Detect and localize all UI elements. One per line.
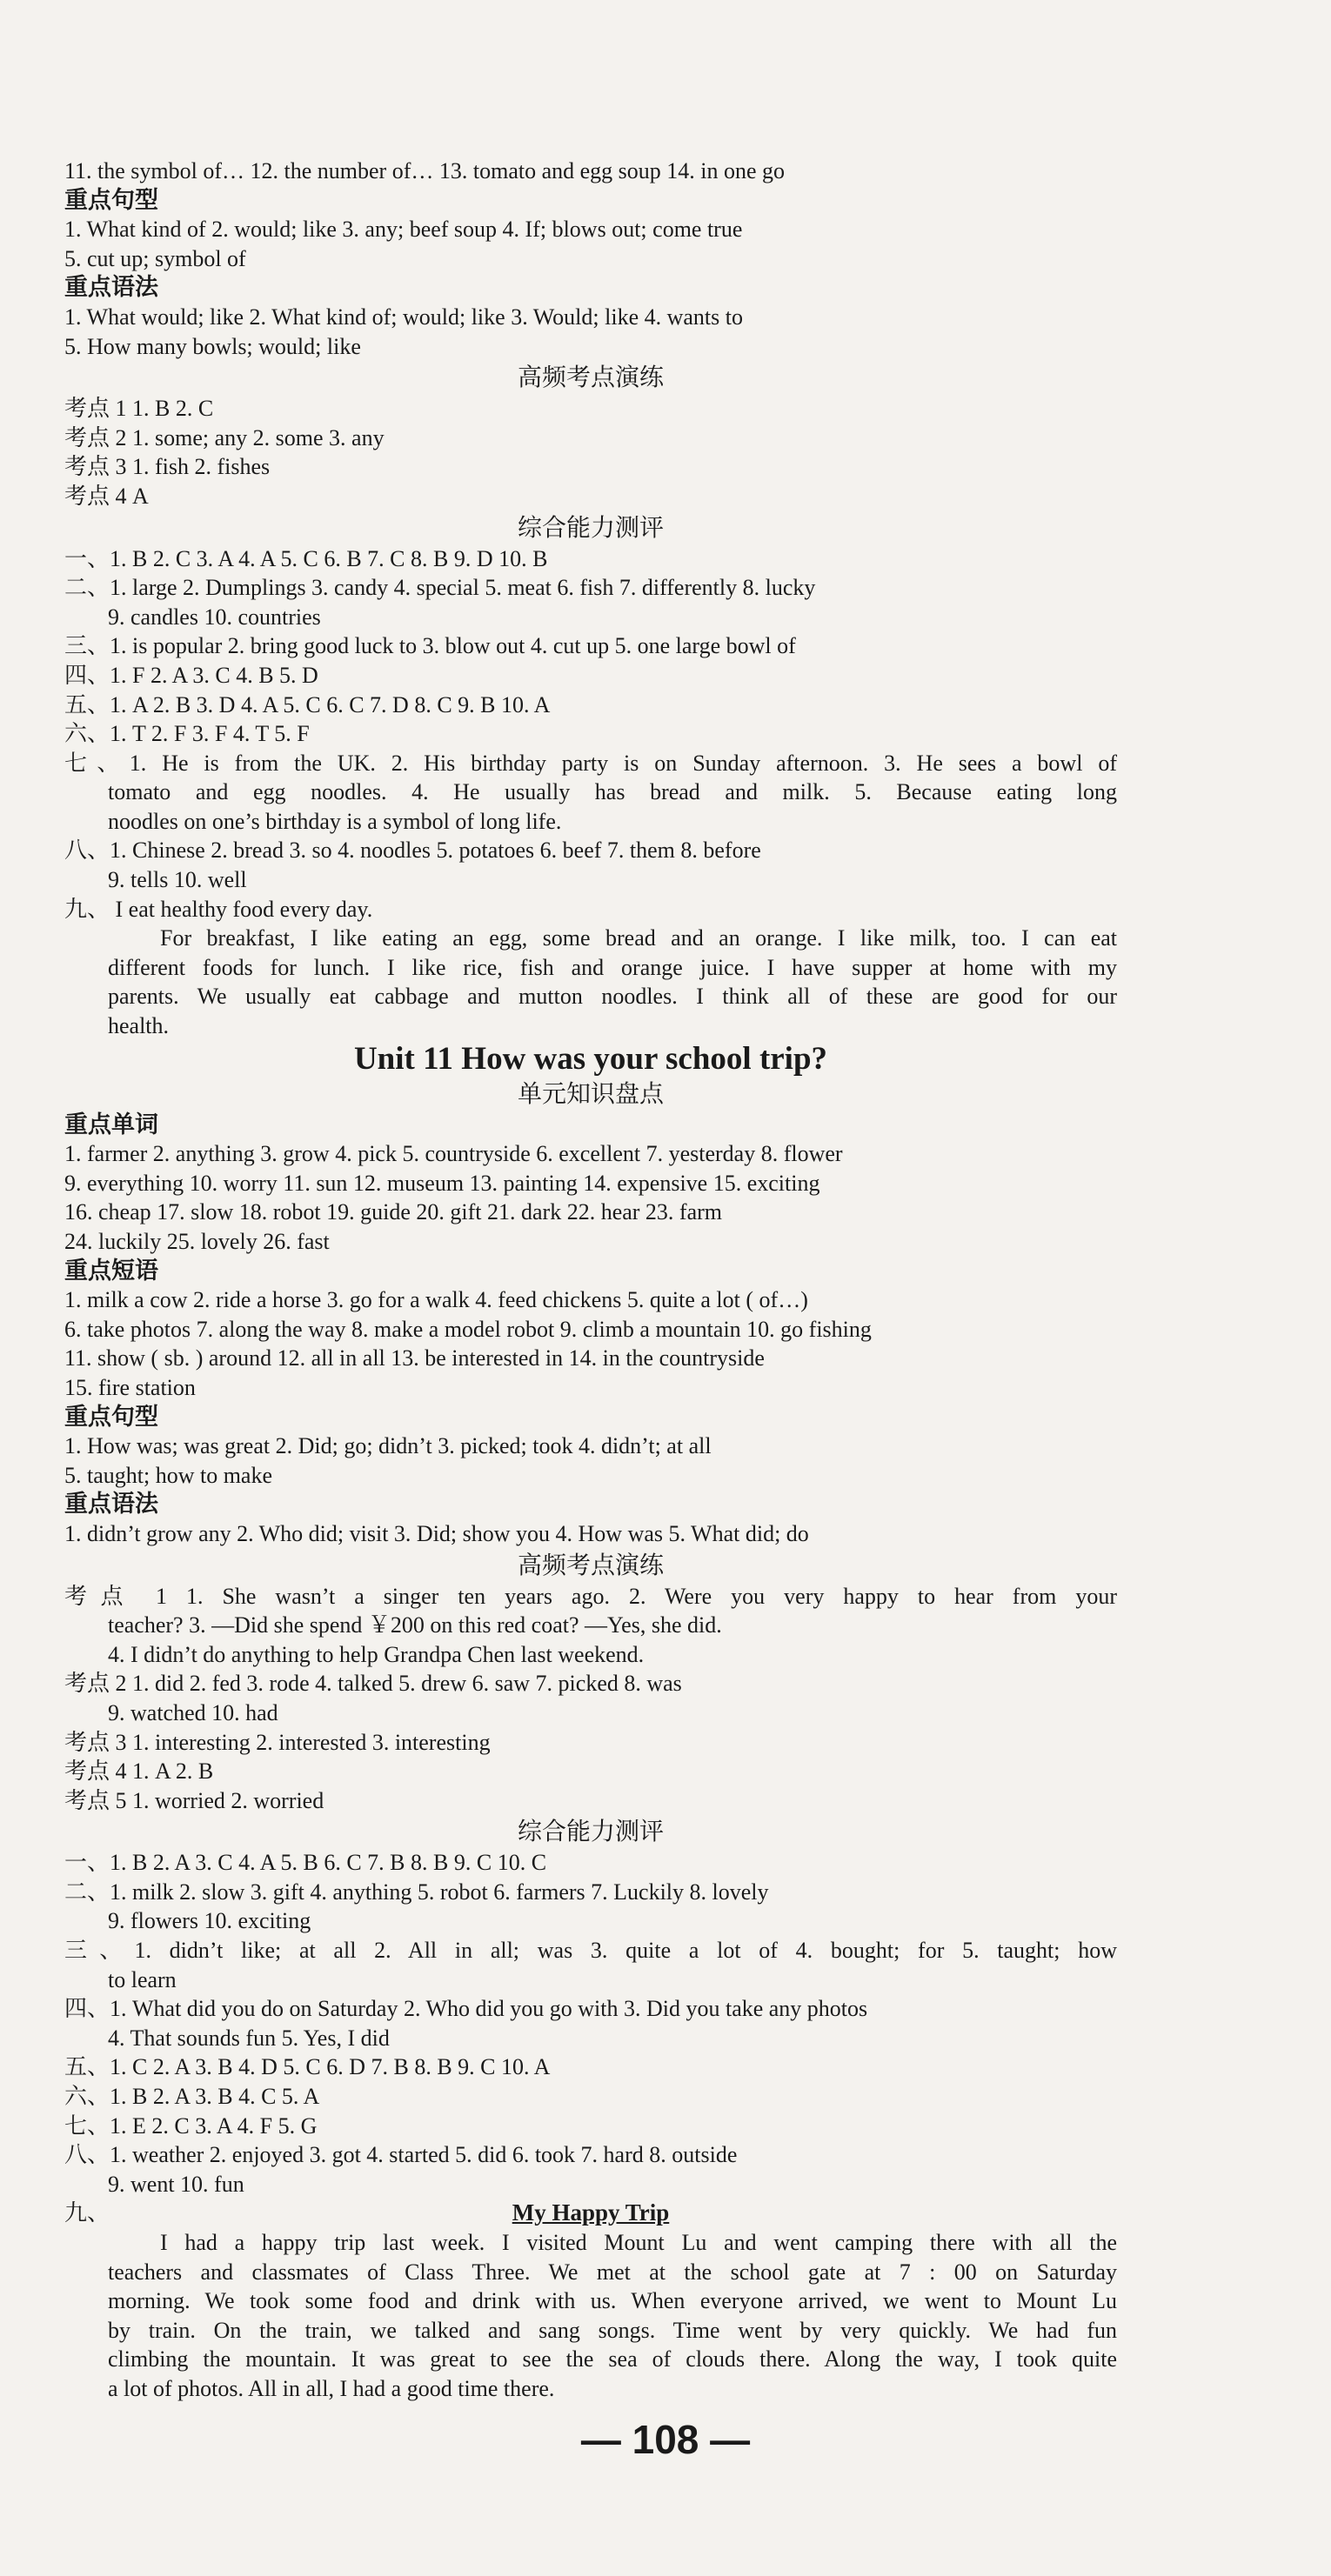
answer-line: 考点 2 1. some; any 2. some 3. any [64, 424, 385, 450]
answer-line: 9. tells 10. well [108, 867, 247, 893]
answer-line: 三、1. didn’t like; at all 2. All in all; was 3. quite a lot of 4. bought; for 5. taught; how [64, 1938, 1117, 1964]
answer-line: 15. fire station [64, 1374, 196, 1400]
section-heading: 重点短语 [64, 1257, 158, 1285]
answer-line: 考点 4 A [64, 483, 149, 509]
answer-line: 24. luckily 25. lovely 26. fast [64, 1229, 330, 1254]
subsection-title: 单元知识盘点 [517, 1078, 664, 1108]
subsection-title: 综合能力测评 [517, 1817, 664, 1846]
answer-line: parents. We usually eat cabbage and mutton noodles. I think all of these are good for our [108, 984, 1117, 1010]
page-number: — 108 — [580, 2417, 751, 2462]
answer-line: 9. candles 10. countries [108, 604, 321, 630]
answer-line: to learn [108, 1966, 177, 1992]
section-heading: 重点句型 [64, 1403, 158, 1431]
answer-line: 八、1. Chinese 2. bread 3. so 4. noodles 5. potatoes 6. beef 7. them 8. before [64, 838, 761, 864]
answer-line: 考点 2 1. did 2. fed 3. rode 4. talked 5. drew 6. saw 7. picked 8. was [64, 1671, 682, 1697]
answer-line: 5. taught; how to make [64, 1462, 273, 1488]
answer-line: 考点 5 1. worried 2. worried [64, 1787, 324, 1813]
answer-line: 1. What would; like 2. What kind of; would; like 3. Would; like 4. wants to [64, 304, 743, 330]
section-heading: 重点单词 [64, 1111, 158, 1138]
answer-line: 二、1. large 2. Dumplings 3. candy 4. special 5. meat 6. fish 7. differently 8. lucky [64, 575, 816, 601]
subsection-title: 综合能力测评 [517, 512, 664, 542]
answer-line: noodles on one’s birthday is a symbol of long life. [108, 808, 562, 834]
answer-line: 1. How was; was great 2. Did; go; didn’t 3. picked; took 4. didn’t; at all [64, 1433, 712, 1459]
answer-line: 七、1. E 2. C 3. A 4. F 5. G [64, 2112, 318, 2139]
answer-line: by train. On the train, we talked and sang songs. Time went by very quickly. We had fun [108, 2317, 1117, 2343]
subsection-title: 高频考点演练 [517, 1550, 664, 1579]
answer-line: 考点 1 1. She wasn’t a singer ten years ago. 2. Were you very happy to hear from your [64, 1583, 1117, 1609]
answer-line: 六、1. B 2. A 3. B 4. C 5. A [64, 2084, 320, 2110]
answer-line: 1. didn’t grow any 2. Who did; visit 3. Did; show you 4. How was 5. What did; do [64, 1520, 809, 1546]
answer-line: 11. show ( sb. ) around 12. all in all 13. be interested in 14. in the countryside [64, 1345, 765, 1371]
answer-line: 九、 [64, 2200, 110, 2226]
answer-line: 9. went 10. fun [108, 2171, 244, 2197]
answer-line: 6. take photos 7. along the way 8. make a model robot 9. climb a mountain 10. go fishing [64, 1316, 872, 1342]
answer-line: 八、1. weather 2. enjoyed 3. got 4. started 5. did 6. took 7. hard 8. outside [64, 2142, 738, 2168]
answer-line: 1. milk a cow 2. ride a horse 3. go for a walk 4. feed chickens 5. quite a lot ( of…) [64, 1287, 808, 1313]
answer-line: 4. I didn’t do anything to help Grandpa Chen last weekend. [108, 1641, 645, 1667]
answer-line: different foods for lunch. I like rice, fish and orange juice. I have supper at home with my [108, 954, 1117, 980]
answer-line: I had a happy trip last week. I visited Mount Lu and went camping there with all the [160, 2230, 1117, 2255]
answer-line: teachers and classmates of Class Three. We met at the school gate at 7 : 00 on Saturday [108, 2259, 1117, 2285]
answer-line: 六、1. T 2. F 3. F 4. T 5. F [64, 721, 310, 747]
answer-line: 9. flowers 10. exciting [108, 1908, 311, 1934]
subsection-title: 高频考点演练 [517, 363, 664, 392]
unit-title: Unit 11 How was your school trip? [353, 1040, 828, 1077]
answer-line: 1. What kind of 2. would; like 3. any; beef soup 4. If; blows out; come true [64, 217, 743, 243]
answer-line: 三、1. is popular 2. bring good luck to 3. blow out 4. cut up 5. one large bowl of [64, 633, 796, 659]
answer-line: 5. cut up; symbol of [64, 245, 246, 271]
answer-line: 考点 3 1. interesting 2. interested 3. interesting [64, 1729, 491, 1755]
section-heading: 重点语法 [64, 1491, 158, 1518]
answer-line: 四、1. F 2. A 3. C 4. B 5. D [64, 662, 318, 688]
answer-line: tomato and egg noodles. 4. He usually has bread and milk. 5. Because eating long [108, 779, 1117, 805]
answer-line: climbing the mountain. It was great to see the sea of clouds there. Along the way, I took quite [108, 2346, 1117, 2372]
answer-line: 考点 1 1. B 2. C [64, 396, 214, 422]
answer-line: 一、1. B 2. C 3. A 4. A 5. C 6. B 7. C 8. B 9. D 10. B [64, 545, 548, 571]
answer-line: 五、1. A 2. B 3. D 4. A 5. C 6. C 7. D 8. C 9. B 10. A [64, 691, 551, 717]
answer-line: 16. cheap 17. slow 18. robot 19. guide 20. gift 21. dark 22. hear 23. farm [64, 1199, 723, 1225]
answer-line: 九、 I eat healthy food every day. [64, 896, 373, 922]
answer-content [64, 157, 1117, 2404]
answer-line: 七、1. He is from the UK. 2. His birthday party is on Sunday afternoon. 3. He sees a bowl of [64, 750, 1117, 776]
answer-line: 9. watched 10. had [108, 1699, 278, 1725]
answer-line: a lot of photos. All in all, I had a good time there. [108, 2375, 555, 2401]
answer-line: 考点 3 1. fish 2. fishes [64, 454, 271, 480]
answer-line: 五、1. C 2. A 3. B 4. D 5. C 6. D 7. B 8. B 9. C 10. A [64, 2054, 551, 2080]
section-heading: 重点语法 [64, 274, 158, 302]
answer-line: For breakfast, I like eating an egg, some bread and an orange. I like milk, too. I can eat [160, 925, 1117, 951]
answer-line: 4. That sounds fun 5. Yes, I did [108, 2025, 390, 2051]
answer-line: health. [108, 1013, 170, 1039]
answer-line: 1. farmer 2. anything 3. grow 4. pick 5. countryside 6. excellent 7. yesterday 8. flower [64, 1141, 843, 1167]
answer-line: 5. How many bowls; would; like [64, 333, 361, 359]
answer-line: morning. We took some food and drink with us. When everyone arrived, we went to Mount Lu [108, 2288, 1117, 2314]
essay-title: My Happy Trip [512, 2199, 670, 2226]
answer-line: 考点 4 1. A 2. B [64, 1758, 214, 1785]
answer-line: 9. everything 10. worry 11. sun 12. museum 13. painting 14. expensive 15. exciting [64, 1170, 820, 1196]
answer-line: 11. the symbol of… 12. the number of… 13. tomato and egg soup 14. in one go [64, 158, 786, 184]
answer-line: 二、1. milk 2. slow 3. gift 4. anything 5. robot 6. farmers 7. Luckily 8. lovely [64, 1879, 769, 1905]
answer-line: 一、1. B 2. A 3. C 4. A 5. B 6. C 7. B 8. B 9. C 10. C [64, 1850, 547, 1876]
answer-line: 四、1. What did you do on Saturday 2. Who did you go with 3. Did you take any photos [64, 1996, 868, 2022]
answer-line: teacher? 3. —Did she spend ￥200 on this red coat? —Yes, she did. [108, 1612, 722, 1638]
section-heading: 重点句型 [64, 186, 158, 214]
